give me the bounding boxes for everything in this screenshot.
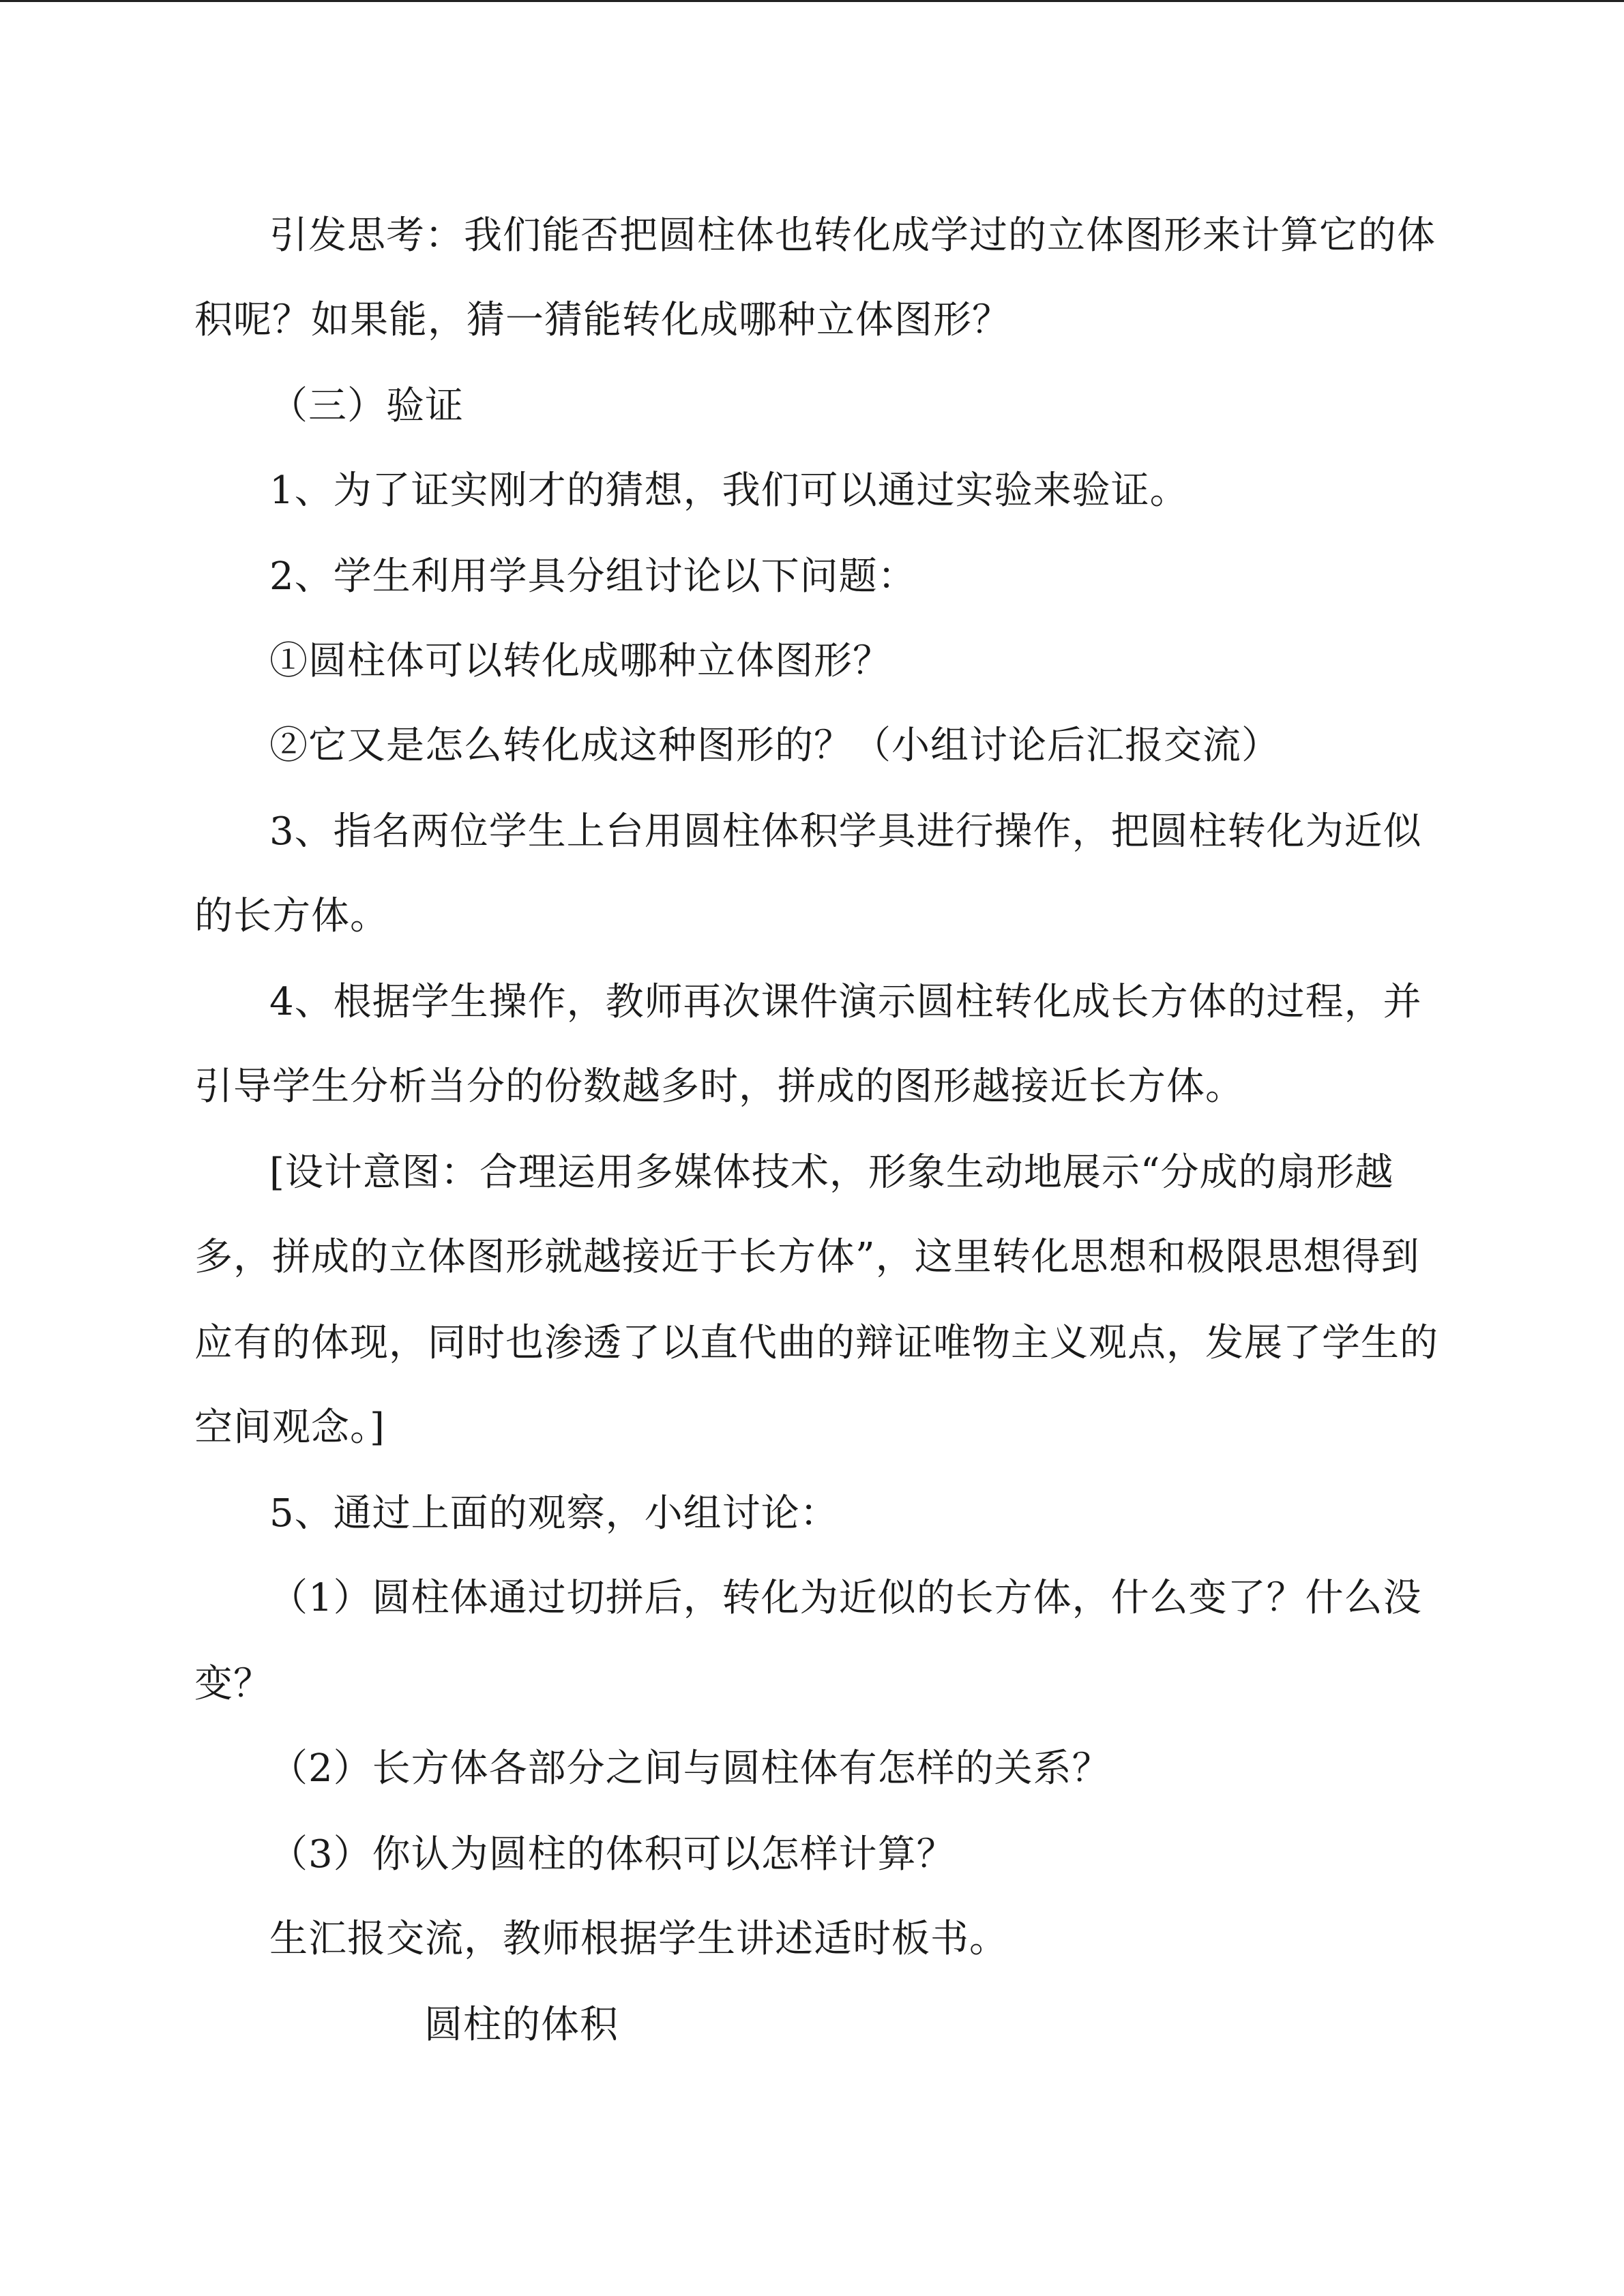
list-item: ①圆柱体可以转化成哪种立体图形？ — [269, 639, 891, 683]
section-heading: （三）验证 — [269, 384, 464, 428]
list-item: （1）圆柱体通过切拼后，转化为近似的长方体，什么变了？什么没 — [269, 1576, 1422, 1620]
paragraph-line: 多，拼成的立体图形就越接近于长方体”，这里转化思想和极限思想得到 — [194, 1235, 1420, 1279]
page-top-border — [0, 0, 1624, 2]
list-item: （2）长方体各部分之间与圆柱体有怎样的关系？ — [269, 1746, 1111, 1791]
paragraph-line: 1、为了证实刚才的猜想，我们可以通过实验来验证。 — [269, 468, 1189, 513]
paragraph-line: 积呢？如果能，猜一猜能转化成哪种立体图形？ — [194, 298, 1011, 342]
board-title: 圆柱的体积 — [424, 2003, 619, 2047]
paragraph-line: 引发思考：我们能否把圆柱体也转化成学过的立体图形来计算它的体 — [269, 213, 1436, 258]
paragraph-line: 5、通过上面的观察，小组讨论： — [269, 1491, 839, 1536]
paragraph-line: 4、根据学生操作，教师再次课件演示圆柱转化成长方体的过程，并 — [269, 980, 1422, 1024]
list-item: ②它又是怎么转化成这种图形的？（小组讨论后汇报交流） — [269, 724, 1280, 768]
paragraph-line: 生汇报交流，教师根据学生讲述适时板书。 — [269, 1917, 1008, 1961]
paragraph-line: 变？ — [194, 1662, 272, 1706]
paragraph-line: 2、学生利用学具分组讨论以下问题： — [269, 554, 917, 599]
paragraph-line: [设计意图：合理运用多媒体技术，形象生动地展示“分成的扇形越 — [269, 1150, 1394, 1195]
paragraph-line: 3、指名两位学生上台用圆柱体积学具进行操作，把圆柱转化为近似 — [269, 809, 1422, 854]
paragraph-line: 空间观念。] — [194, 1405, 385, 1450]
paragraph-line: 引导学生分析当分的份数越多时，拼成的图形越接近长方体。 — [194, 1064, 1244, 1109]
paragraph-line: 的长方体。 — [194, 894, 389, 938]
paragraph-line: 应有的体现，同时也渗透了以直代曲的辩证唯物主义观点，发展了学生的 — [194, 1321, 1438, 1365]
list-item: （3）你认为圆柱的体积可以怎样计算？ — [269, 1832, 956, 1877]
